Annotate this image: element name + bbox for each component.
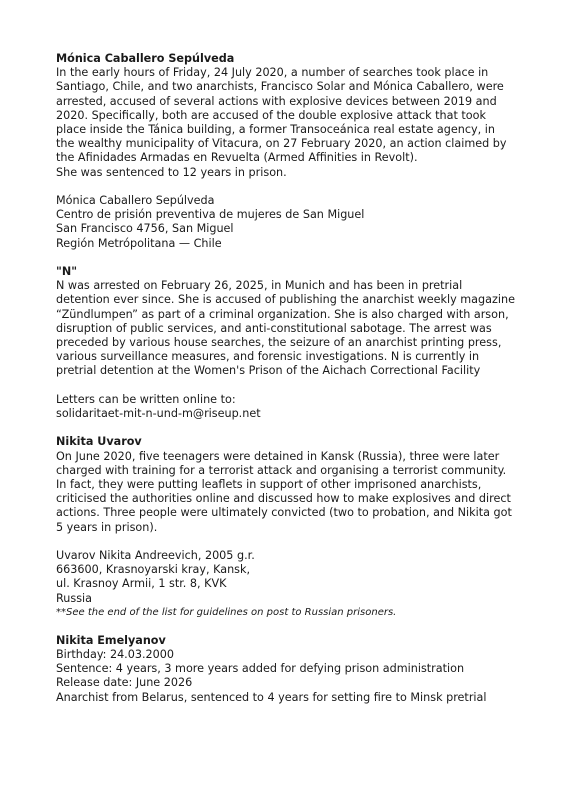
address-line: Uvarov Nikita Andreevich, 2005 g.r. (56, 549, 255, 563)
post-guidelines-note: **See the end of the list for guidelines on post to Russian prisoners. (56, 606, 397, 618)
address-line: 663600, Krasnoyarski kray, Kansk, (56, 563, 251, 577)
address-line: Región Metrópolitana — Chile (56, 236, 222, 250)
prisoner-address (56, 549, 516, 606)
prisoner-details (56, 648, 516, 705)
address-line: ul. Krasnoy Armii, 1 str. 8, KVK (56, 577, 227, 591)
address-line: Russia (56, 591, 92, 605)
prisoner-bio: On June 2020, five teenagers were detained in Kansk (Russia), three were later charged with training for a terrorist attack and organising a terrorist community. In fact, they were putting leaflets in support of other imprisoned anarchists, criticised the authorities online and discussed how to make explosives and direct actions. Three people were ultimately convicted (two to probation, and Nikita got 5 years in prison). (56, 449, 512, 534)
address-line: San Francisco 4756, San Miguel (56, 222, 234, 236)
detail-line: Birthday: 24.03.2000 (56, 648, 175, 662)
detail-line: Sentence: 4 years, 3 more years added for defying prison administration (56, 662, 465, 676)
prisoner-bio: In the early hours of Friday, 24 July 2020, a number of searches took place in Santiago, Chile, and two anarchists, Francisco Solar and Mónica Caballero, were arrested, accused of several actions with explosive devices between 2019 and 2020. Specifically, both are accused of the double explosive attack that took place inside the Tánica building, a former Transoceánica real estate agency, in the wealthy municipality of Vitacura, on 27 February 2020, an action claimed by the Afinidades Armadas en Revuelta (Armed Affinities in Revolt). (56, 66, 507, 165)
prisoner-address (56, 194, 516, 251)
detail-line: Release date: June 2026 (56, 676, 193, 690)
document-page (56, 52, 516, 705)
address-line: Mónica Caballero Sepúlveda (56, 194, 215, 208)
prisoner-bio: N was arrested on February 26, 2025, in Munich and has been in pretrial detention ever since. She is accused of publishing the anarchist weekly magazine “Zündlumpen” as part of a criminal organization. She is also charged with arson, disruption of public services, and anti-constitutional sabotage. The arrest was preceded by various house searches, the seizure of an anarchist printing press, various surveillance measures, and forensic investigations. N is currently in pretrial detention at the Women's Prison of the Aichach Correctional Facility (56, 279, 515, 378)
letters-label: Letters can be written online to: (56, 392, 236, 406)
detail-line: Anarchist from Belarus, sentenced to 4 years for setting fire to Minsk pretrial (56, 690, 487, 704)
contact-email[interactable]: solidaritaet-mit-n-und-m@riseup.net (56, 407, 261, 421)
prisoner-name: Mónica Caballero Sepúlveda (56, 52, 235, 65)
prisoner-sentence: She was sentenced to 12 years in prison. (56, 165, 287, 179)
prisoner-name: "N" (56, 265, 78, 279)
prisoner-name: Nikita Emelyanov (56, 633, 166, 647)
address-line: Centro de prisión preventiva de mujeres de San Miguel (56, 208, 365, 222)
prisoner-name: Nikita Uvarov (56, 435, 142, 449)
